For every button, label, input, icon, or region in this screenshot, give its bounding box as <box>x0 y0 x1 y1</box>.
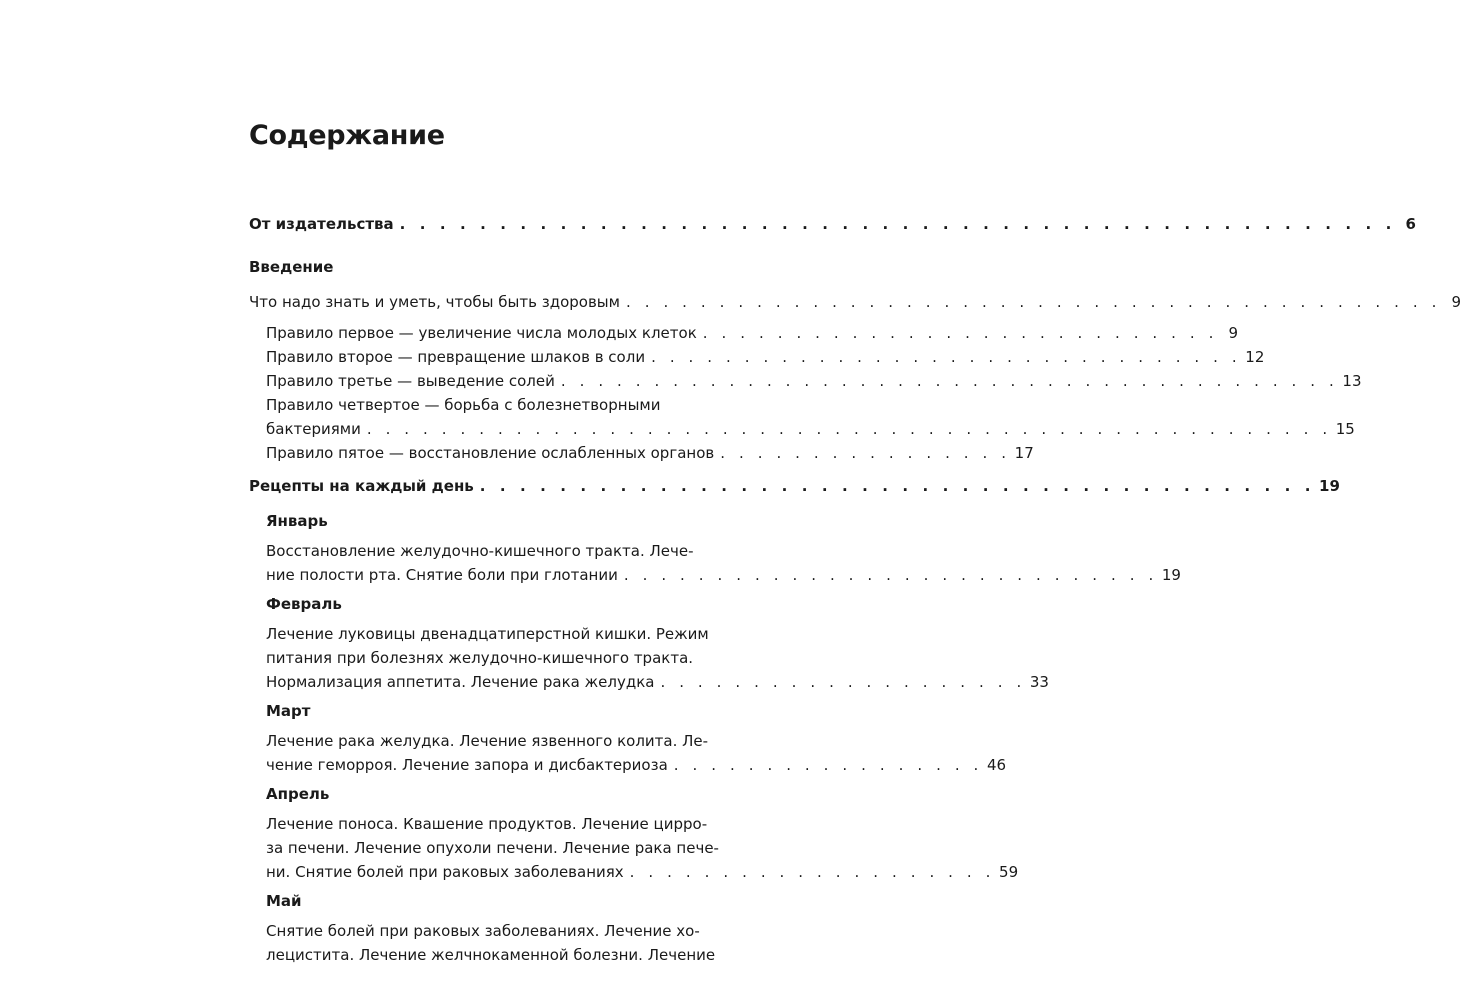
toc-entry-recipes[interactable] <box>249 474 1340 498</box>
toc-entry-title: чение геморроя. Лечение запора и дисбактериоза <box>266 756 668 774</box>
toc-entry-april-line1: Лечение поноса. Квашение продуктов. Лечение цирро- <box>266 815 708 833</box>
toc-entry-title: Правило второе — превращение шлаков в соли <box>266 348 646 366</box>
dot-leader: . . . . . . . . . . . . . . . . . . . . . . . . . . . . . . . . . . . . . . . . . . <box>479 477 1316 495</box>
toc-page-number: 46 <box>986 756 1007 774</box>
section-heading-january: Январь <box>266 512 328 530</box>
toc-entry-rule-4-line1: Правило четвертое — борьба с болезнетворными <box>266 396 661 414</box>
toc-entry-publisher[interactable] <box>249 212 1416 236</box>
toc-entry-may-line2: лецистита. Лечение желчнокаменной болезни. Лечение <box>266 946 716 964</box>
toc-entry-rule-1[interactable] <box>266 321 1239 345</box>
toc-page-number: 17 <box>1014 444 1034 462</box>
toc-entry-april[interactable] <box>266 860 1019 884</box>
toc-entry-rule-2[interactable] <box>266 345 1265 369</box>
toc-entry-march[interactable] <box>266 753 1007 777</box>
toc-entry-may-line1: Снятие болей при раковых заболеваниях. Лечение хо- <box>266 922 700 940</box>
page-title: Содержание <box>249 120 445 151</box>
toc-entry-title: ни. Снятие болей при раковых заболеваниях <box>266 863 624 881</box>
toc-page-number: 19 <box>1161 566 1181 584</box>
toc-entry-rule-3[interactable] <box>266 369 1362 393</box>
toc-entry-rule-5[interactable] <box>266 441 1034 465</box>
toc-page-number: 15 <box>1335 420 1355 438</box>
dot-leader: . . . . . . . . . . . . . . . . . . . . . . . . . . . . . . . . . . . . . . . . . . . . . . . . . . . . <box>366 420 1332 438</box>
toc-entry-title: Нормализация аппетита. Лечение рака желудка <box>266 673 655 691</box>
toc-page-number: 59 <box>999 863 1019 881</box>
toc-page-number: 33 <box>1029 673 1049 691</box>
section-heading-april: Апрель <box>266 785 330 803</box>
section-heading-february: Февраль <box>266 595 342 613</box>
toc-entry-january[interactable] <box>266 563 1181 587</box>
toc-entry-title: бактериями <box>266 420 361 438</box>
section-heading-introduction: Введение <box>249 258 334 276</box>
dot-leader: . . . . . . . . . . . . . . . . . . . . . . . . . . . . <box>702 324 1219 342</box>
dot-leader: . . . . . . . . . . . . . . . . . . . . . . . . . . . . . . . . . . . . . . . . . . <box>560 372 1339 390</box>
toc-entry-title: Правило пятое — восстановление ослабленных органов <box>266 444 715 462</box>
toc-page-number: 9 <box>1451 293 1461 311</box>
toc-entry-rule-4[interactable] <box>266 417 1355 441</box>
toc-entry-title: Рецепты на каждый день <box>249 477 474 495</box>
dot-leader: . . . . . . . . . . . . . . . . . . . . <box>629 863 996 881</box>
toc-page-number: 12 <box>1245 348 1265 366</box>
toc-page-number: 6 <box>1405 215 1416 233</box>
dot-leader: . . . . . . . . . . . . . . . . . . . . . . . . . . . . . <box>623 566 1158 584</box>
dot-leader: . . . . . . . . . . . . . . . . . . . . . . . . . . . . . . . . <box>651 348 1242 366</box>
toc-page-number: 19 <box>1319 477 1340 495</box>
toc-entry-what-to-know[interactable] <box>249 290 1461 314</box>
dot-leader: . . . . . . . . . . . . . . . . . . . . <box>660 673 1026 691</box>
dot-leader: . . . . . . . . . . . . . . . . . . . . . . . . . . . . . . . . . . . . . . . . . . . . . . . . . . <box>399 215 1396 233</box>
toc-page-number: 13 <box>1342 372 1362 390</box>
section-heading-march: Март <box>266 702 311 720</box>
toc-entry-april-line2: за печени. Лечение опухоли печени. Лечение рака пече- <box>266 839 719 857</box>
toc-entry-title: Правило первое — увеличение числа молодых клеток <box>266 324 697 342</box>
toc-entry-february-line2: питания при болезнях желудочно-кишечного тракта. <box>266 649 694 667</box>
toc-entry-march-line1: Лечение рака желудка. Лечение язвенного колита. Ле- <box>266 732 709 750</box>
section-heading-may: Май <box>266 892 302 910</box>
toc-entry-title: Правило третье — выведение солей <box>266 372 555 390</box>
dot-leader: . . . . . . . . . . . . . . . . <box>720 444 1011 462</box>
toc-entry-title: ние полости рта. Снятие боли при глотании <box>266 566 618 584</box>
toc-entry-january-line1: Восстановление желудочно-кишечного тракта. Лече- <box>266 542 694 560</box>
toc-entry-february[interactable] <box>266 670 1049 694</box>
dot-leader: . . . . . . . . . . . . . . . . . . . . . . . . . . . . . . . . . . . . . . . . . . . . <box>625 293 1441 311</box>
toc-entry-title: Что надо знать и уметь, чтобы быть здоровым <box>249 293 620 311</box>
toc-page-number: 9 <box>1228 324 1239 342</box>
toc-entry-title: От издательства <box>249 215 394 233</box>
dot-leader: . . . . . . . . . . . . . . . . . <box>673 756 983 774</box>
table-of-contents <box>249 212 1461 967</box>
toc-entry-february-line1: Лечение луковицы двенадцатиперстной кишки. Режим <box>266 625 709 643</box>
